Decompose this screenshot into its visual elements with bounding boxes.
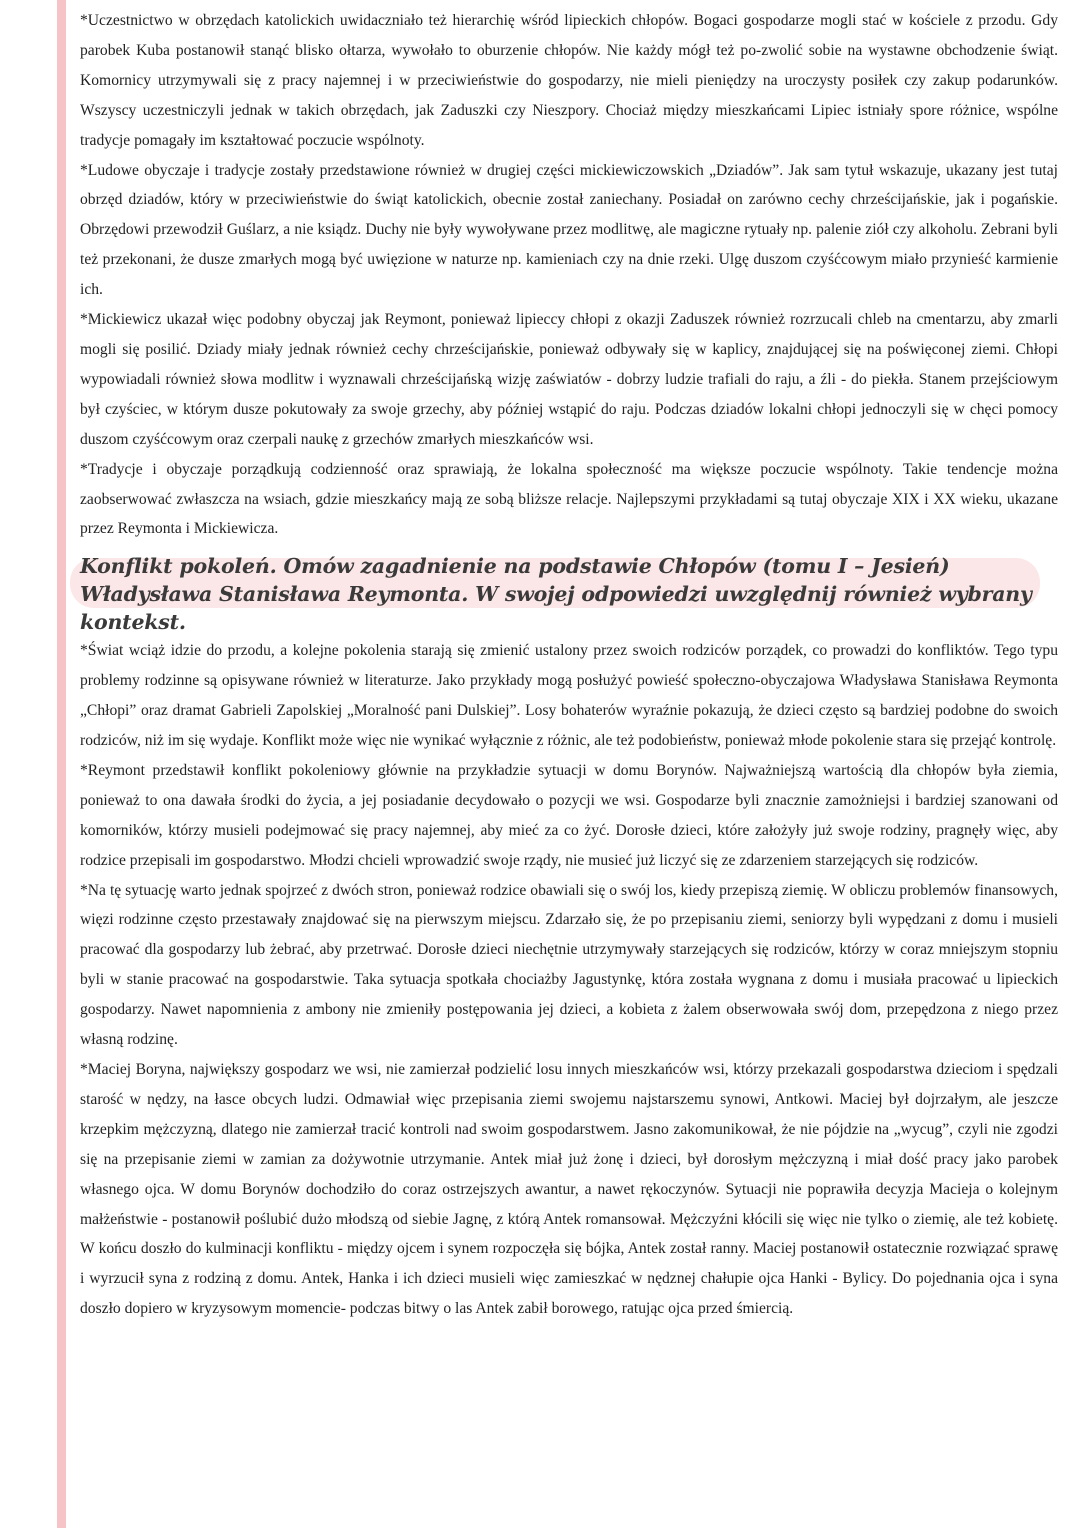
document-body <box>80 6 1058 1324</box>
paragraph: *Ludowe obyczaje i tradycje zostały przedstawione również w drugiej części mickiewiczowskich „Dziadów”. Jak sam tytuł wskazuje, ukazany jest tutaj obrzęd dziadów, który w przeciwieństwie do świąt katolickich, obecnie został zaniechany. Posiadał on zarówno cechy chrześcijańskie, jak i pogańskie. Obrzędowi przewodził Guślarz, a nie ksiądz. Duchy nie były wywoływane przez modlitwę, ale magiczne rytuały np. palenie ziół czy alkoholu. Zebrani byli też przekonani, że dusze zmarłych mogą być uwięzione w naturze np. kamieniach czy na dnie rzeki. Ulgę duszom czyśćcowym miało przynieść karmienie ich. <box>80 161 1058 299</box>
paragraph: *Na tę sytuację warto jednak spojrzeć z dwóch stron, ponieważ rodzice obawiali się o swój los, kiedy przepiszą ziemię. W obliczu problemów finansowych, więzi rodzinne często przestawały znajdować się na pierwszym miejscu. Zdarzało się, że po przepisaniu ziemi, seniorzy byli wypędzani z domu i musieli pracować dla gospodarzy lub żebrać, aby przetrwać. Dorosłe dzieci niechętnie utrzymywały starzejących się rodziców, którzy w coraz mniejszym stopniu byli w stanie pracować na gospodarstwie. Taka sytuacja spotkała chociażby Jagustynkę, która została wygnana z domu i musiała pracować u lipieckich gospodarzy. Nawet napomnienia z ambony nie zmieniły postępowania jej dzieci, a kobieta z żalem obserwowała swój dom, przepędzona z niego przez własną rodzinę. <box>80 881 1058 1049</box>
section-heading: Konflikt pokoleń. Omów zagadnienie na podstawie Chłopów (tomu I – Jesień) Władysława Stanisława Reymonta. W swojej odpowiedzi uwzględnij również wybrany kontekst. <box>80 554 1032 635</box>
section-heading-block <box>80 552 1058 636</box>
paragraph: *Maciej Boryna, największy gospodarz we wsi, nie zamierzał podzielić losu innych mieszkańców wsi, którzy przekazali gospodarstwa dzieciom i spędzali starość w nędzy, na łasce obcych ludzi. Odmawiał więc przepisania ziemi swojemu najstarszemu synowi, Antkowi. Maciej był dojrzałym, ale jeszcze krzepkim mężczyzną, dlatego nie zamierzał tracić kontroli nad swoim gospodarstwem. Jasno zakomunikował, że nie pójdzie na „wycug”, czyli nie zgodzi się na przepisanie ziemi w zamian za dożywotnie utrzymanie. Antek miał już żonę i dzieci, był dorosłym mężczyzną i miał dość pracy jako parobek własnego ojca. W domu Borynów dochodziło do coraz ostrzejszych awantur, a nawet rękoczynów. Sytuacji nie poprawiła decyzja Macieja o kolejnym małżeństwie - postanowił poślubić dużo młodszą od siebie Jagnę, z którą Antek romansował. Mężczyźni kłócili się więc nie tylko o ziemię, ale też kobietę. W końcu doszło do kulminacji konfliktu - między ojcem i synem rozpoczęła się bójka, Antek został ranny. Maciej postanowił ostatecznie rozwiązać sprawę i wyrzucił syna z rodziną z domu. Antek, Hanka i ich dzieci musieli więc zamieszkać w nędznej chałupie ojca Hanki - Bylicy. Do pojednania ojca i syna doszło dopiero w kryzysowym momencie- podczas bitwy o las Antek zabił borowego, ratując ojca przed śmiercią. <box>80 1061 1058 1318</box>
paragraph: *Uczestnictwo w obrzędach katolickich uwidaczniało też hierarchię wśród lipieckich chłopów. Bogaci gospodarze mogli stać w kościele z przodu. Gdy parobek Kuba postanowił stanąć blisko ołtarza, wywołało to oburzenie chłopów. Nie każdy mógł też po-zwolić sobie na wystawne obchodzenie świąt. Komornicy utrzymywali się z pracy najemnej i w przeciwieństwie do gospodarzy, nie mieli pieniędzy na uroczysty posiłek czy zakup podarunków. Wszyscy uczestniczyli jednak w takich obrzędach, jak Zaduszki czy Nieszpory. Chociaż między mieszkańcami Lipiec istniały spore różnice, wspólne tradycje pomagały im kształtować poczucie wspólnoty. <box>80 12 1058 149</box>
paragraph: *Tradycje i obyczaje porządkują codzienność oraz sprawiają, że lokalna społeczność ma większe poczucie wspólnoty. Takie tendencje można zaobserwować zwłaszcza na wsiach, gdzie mieszkańcy mają ze sobą bliższe relacje. Najlepszymi przykładami są tutaj obyczaje XIX i XX wieku, ukazane przez Reymonta i Mickiewicza. <box>80 460 1058 538</box>
left-accent-bar <box>57 0 66 1528</box>
paragraph: *Mickiewicz ukazał więc podobny obyczaj jak Reymont, ponieważ lipieccy chłopi z okazji Zaduszek również rozrzucali chleb na cmentarzu, aby zmarli mogli się posilić. Dziady miały jednak również cechy chrześcijańskie, ponieważ odbywały się w kaplicy, znajdującej się na poświęconej ziemi. Chłopi wypowiadali również słowa modlitw i wyznawali chrześcijańską wizję zaświatów - dobrzy ludzie trafiali do raju, a źli - do piekła. Stanem przejściowym był czyściec, w którym dusze pokutowały za swoje grzechy, aby później wstąpić do raju. Podczas dziadów lokalni chłopi jednoczyli się w chęci pomocy duszom czyśćcowym oraz czerpali naukę z grzechów zmarłych mieszkańców wsi. <box>80 311 1058 448</box>
section-generation-conflict <box>80 636 1058 1324</box>
section-traditions <box>80 6 1058 544</box>
paragraph: *Świat wciąż idzie do przodu, a kolejne pokolenia starają się zmienić ustalony przez swoich rodziców porządek, co prowadzi do konfliktów. Tego typu problemy rodzinne są opisywane również w literaturze. Jako przykłady mogą posłużyć powieść społeczno-obyczajowa Władysława Stanisława Reymonta „Chłopi” oraz dramat Gabrieli Zapolskiej „Moralność pani Dulskiej”. Losy bohaterów wyraźnie pokazują, że dzieci często są bardziej podobne do swoich rodziców, niż im się wydaje. Konflikt może więc nie wynikać wyłącznie z różnic, ale też podobieństw, ponieważ młode pokolenie stara się przejąć kontrolę. <box>80 642 1058 750</box>
paragraph: *Reymont przedstawił konflikt pokoleniowy głównie na przykładzie sytuacji w domu Borynów. Najważniejszą wartością dla chłopów była ziemia, ponieważ to ona dawała środki do życia, a jej posiadanie decydowało o pozycji we wsi. Gospodarze byli znacznie zamożniejsi i bardziej szanowani od komorników, którzy musieli podejmować się pracy najemnej, aby mieć za co żyć. Dorosłe dzieci, które założyły już swoje rodziny, pragnęły więc, aby rodzice przepisali im gospodarstwo. Młodzi chcieli wprowadzić swoje rządy, nie musieć już liczyć się ze zdarzeniem starzejących się rodziców. <box>80 761 1058 869</box>
